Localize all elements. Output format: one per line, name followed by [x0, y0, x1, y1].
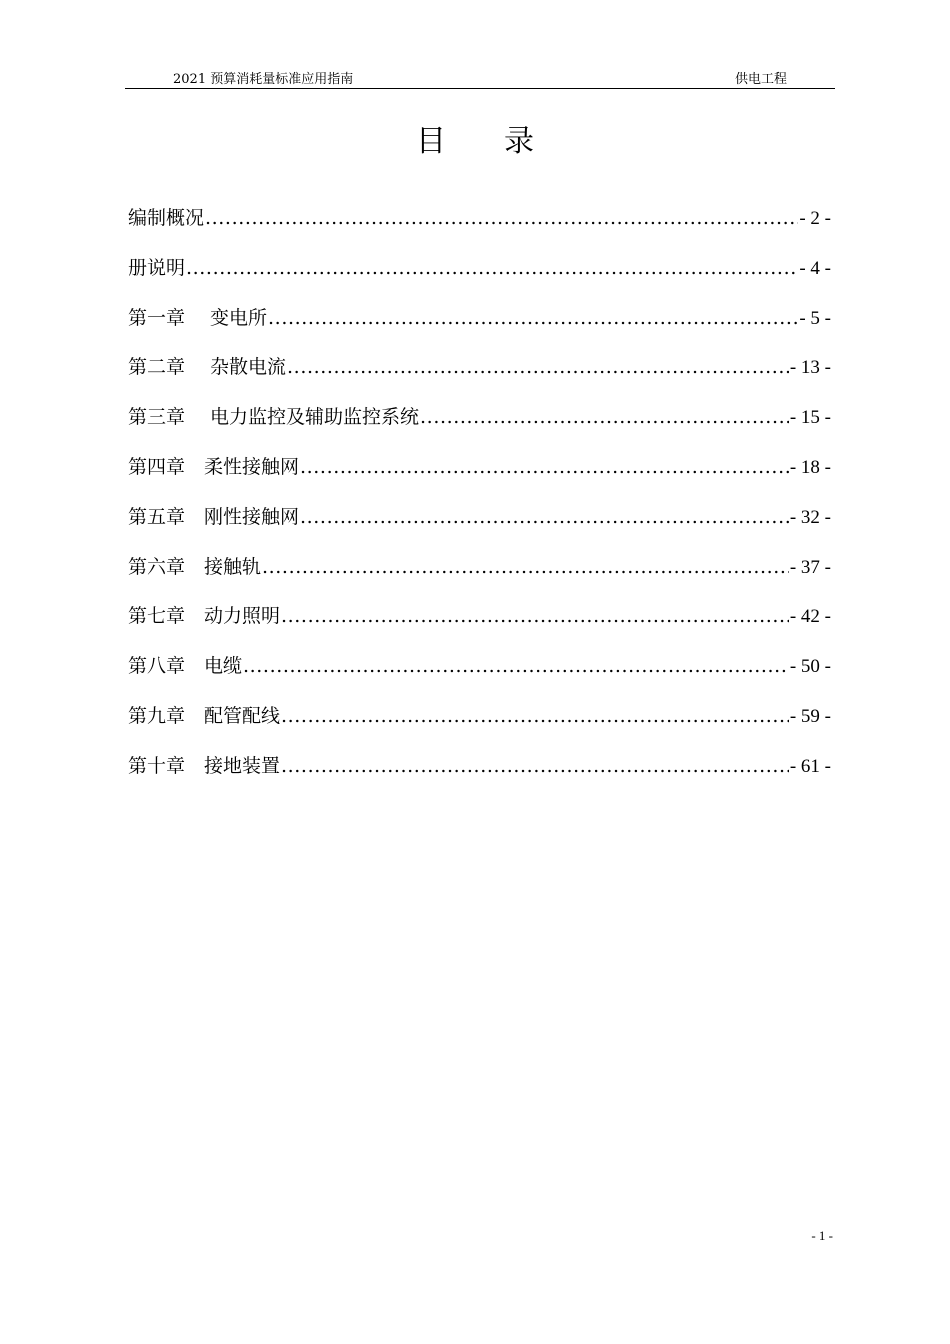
toc-entry-chapter-4[interactable] — [128, 452, 831, 502]
toc-entry-page: - 32 - — [789, 506, 831, 528]
toc-entry-label: 第九章 配管配线 — [128, 704, 281, 727]
toc-entry-volume-notes[interactable] — [128, 253, 831, 303]
toc-entry-page: - 4 - — [799, 257, 831, 279]
toc-dot-leader — [281, 601, 789, 631]
toc-dot-leader — [281, 701, 789, 731]
toc-entry-chapter-5[interactable] — [128, 502, 831, 552]
toc-dot-leader — [420, 402, 789, 432]
toc-entry-chapter-7[interactable] — [128, 601, 831, 651]
footer-page-number: - 1 - — [811, 1228, 833, 1243]
toc-entry-label: 编制概况 — [128, 207, 205, 229]
toc-entry-page: - 50 - — [789, 656, 831, 678]
table-of-contents — [128, 203, 831, 801]
toc-entry-label: 第六章 接触轨 — [128, 555, 262, 578]
toc-entry-label: 第四章 柔性接触网 — [128, 455, 300, 478]
toc-entry-label: 第五章 刚性接触网 — [128, 505, 300, 528]
toc-entry-page: - 2 - — [799, 208, 831, 229]
toc-entry-chapter-1[interactable] — [128, 303, 831, 353]
toc-entry-label: 第八章 电缆 — [128, 655, 243, 678]
header-section-title: 供电工程 — [734, 72, 787, 87]
toc-entry-page: - 15 - — [789, 407, 831, 429]
toc-dot-leader — [268, 303, 798, 333]
toc-dot-leader — [243, 651, 789, 681]
toc-entry-page: - 5 - — [799, 307, 831, 329]
toc-dot-leader — [281, 751, 789, 781]
toc-entry-chapter-9[interactable] — [128, 701, 831, 751]
toc-entry-page: - 59 - — [789, 705, 831, 727]
toc-dot-leader — [262, 552, 789, 582]
toc-dot-leader — [186, 253, 798, 283]
toc-entry-label: 第二章 杂散电流 — [128, 356, 287, 379]
toc-dot-leader — [205, 203, 798, 233]
toc-title: 目录 — [416, 124, 592, 159]
page-header — [125, 66, 835, 89]
toc-dot-leader — [300, 502, 789, 532]
toc-entry-label: 第七章 动力照明 — [128, 605, 281, 628]
toc-dot-leader — [300, 452, 789, 482]
toc-entry-chapter-8[interactable] — [128, 651, 831, 701]
toc-entry-label: 册说明 — [128, 256, 186, 279]
toc-entry-page: - 37 - — [789, 556, 831, 578]
toc-entry-label: 第三章 电力监控及辅助监控系统 — [128, 406, 420, 429]
header-document-title: 2021 预算消耗量标准应用指南 — [173, 72, 354, 87]
toc-entry-label: 第一章 变电所 — [128, 306, 268, 329]
toc-entry-label: 第十章 接地装置 — [128, 754, 281, 777]
toc-entry-chapter-3[interactable] — [128, 402, 831, 452]
toc-entry-overview[interactable] — [128, 203, 831, 253]
toc-dot-leader — [287, 352, 789, 382]
toc-entry-chapter-10[interactable] — [128, 751, 831, 801]
toc-entry-page: - 61 - — [789, 755, 831, 777]
toc-entry-chapter-6[interactable] — [128, 552, 831, 602]
toc-entry-page: - 13 - — [789, 357, 831, 379]
toc-entry-page: - 18 - — [789, 456, 831, 478]
toc-entry-page: - 42 - — [789, 606, 831, 628]
toc-entry-chapter-2[interactable] — [128, 352, 831, 402]
